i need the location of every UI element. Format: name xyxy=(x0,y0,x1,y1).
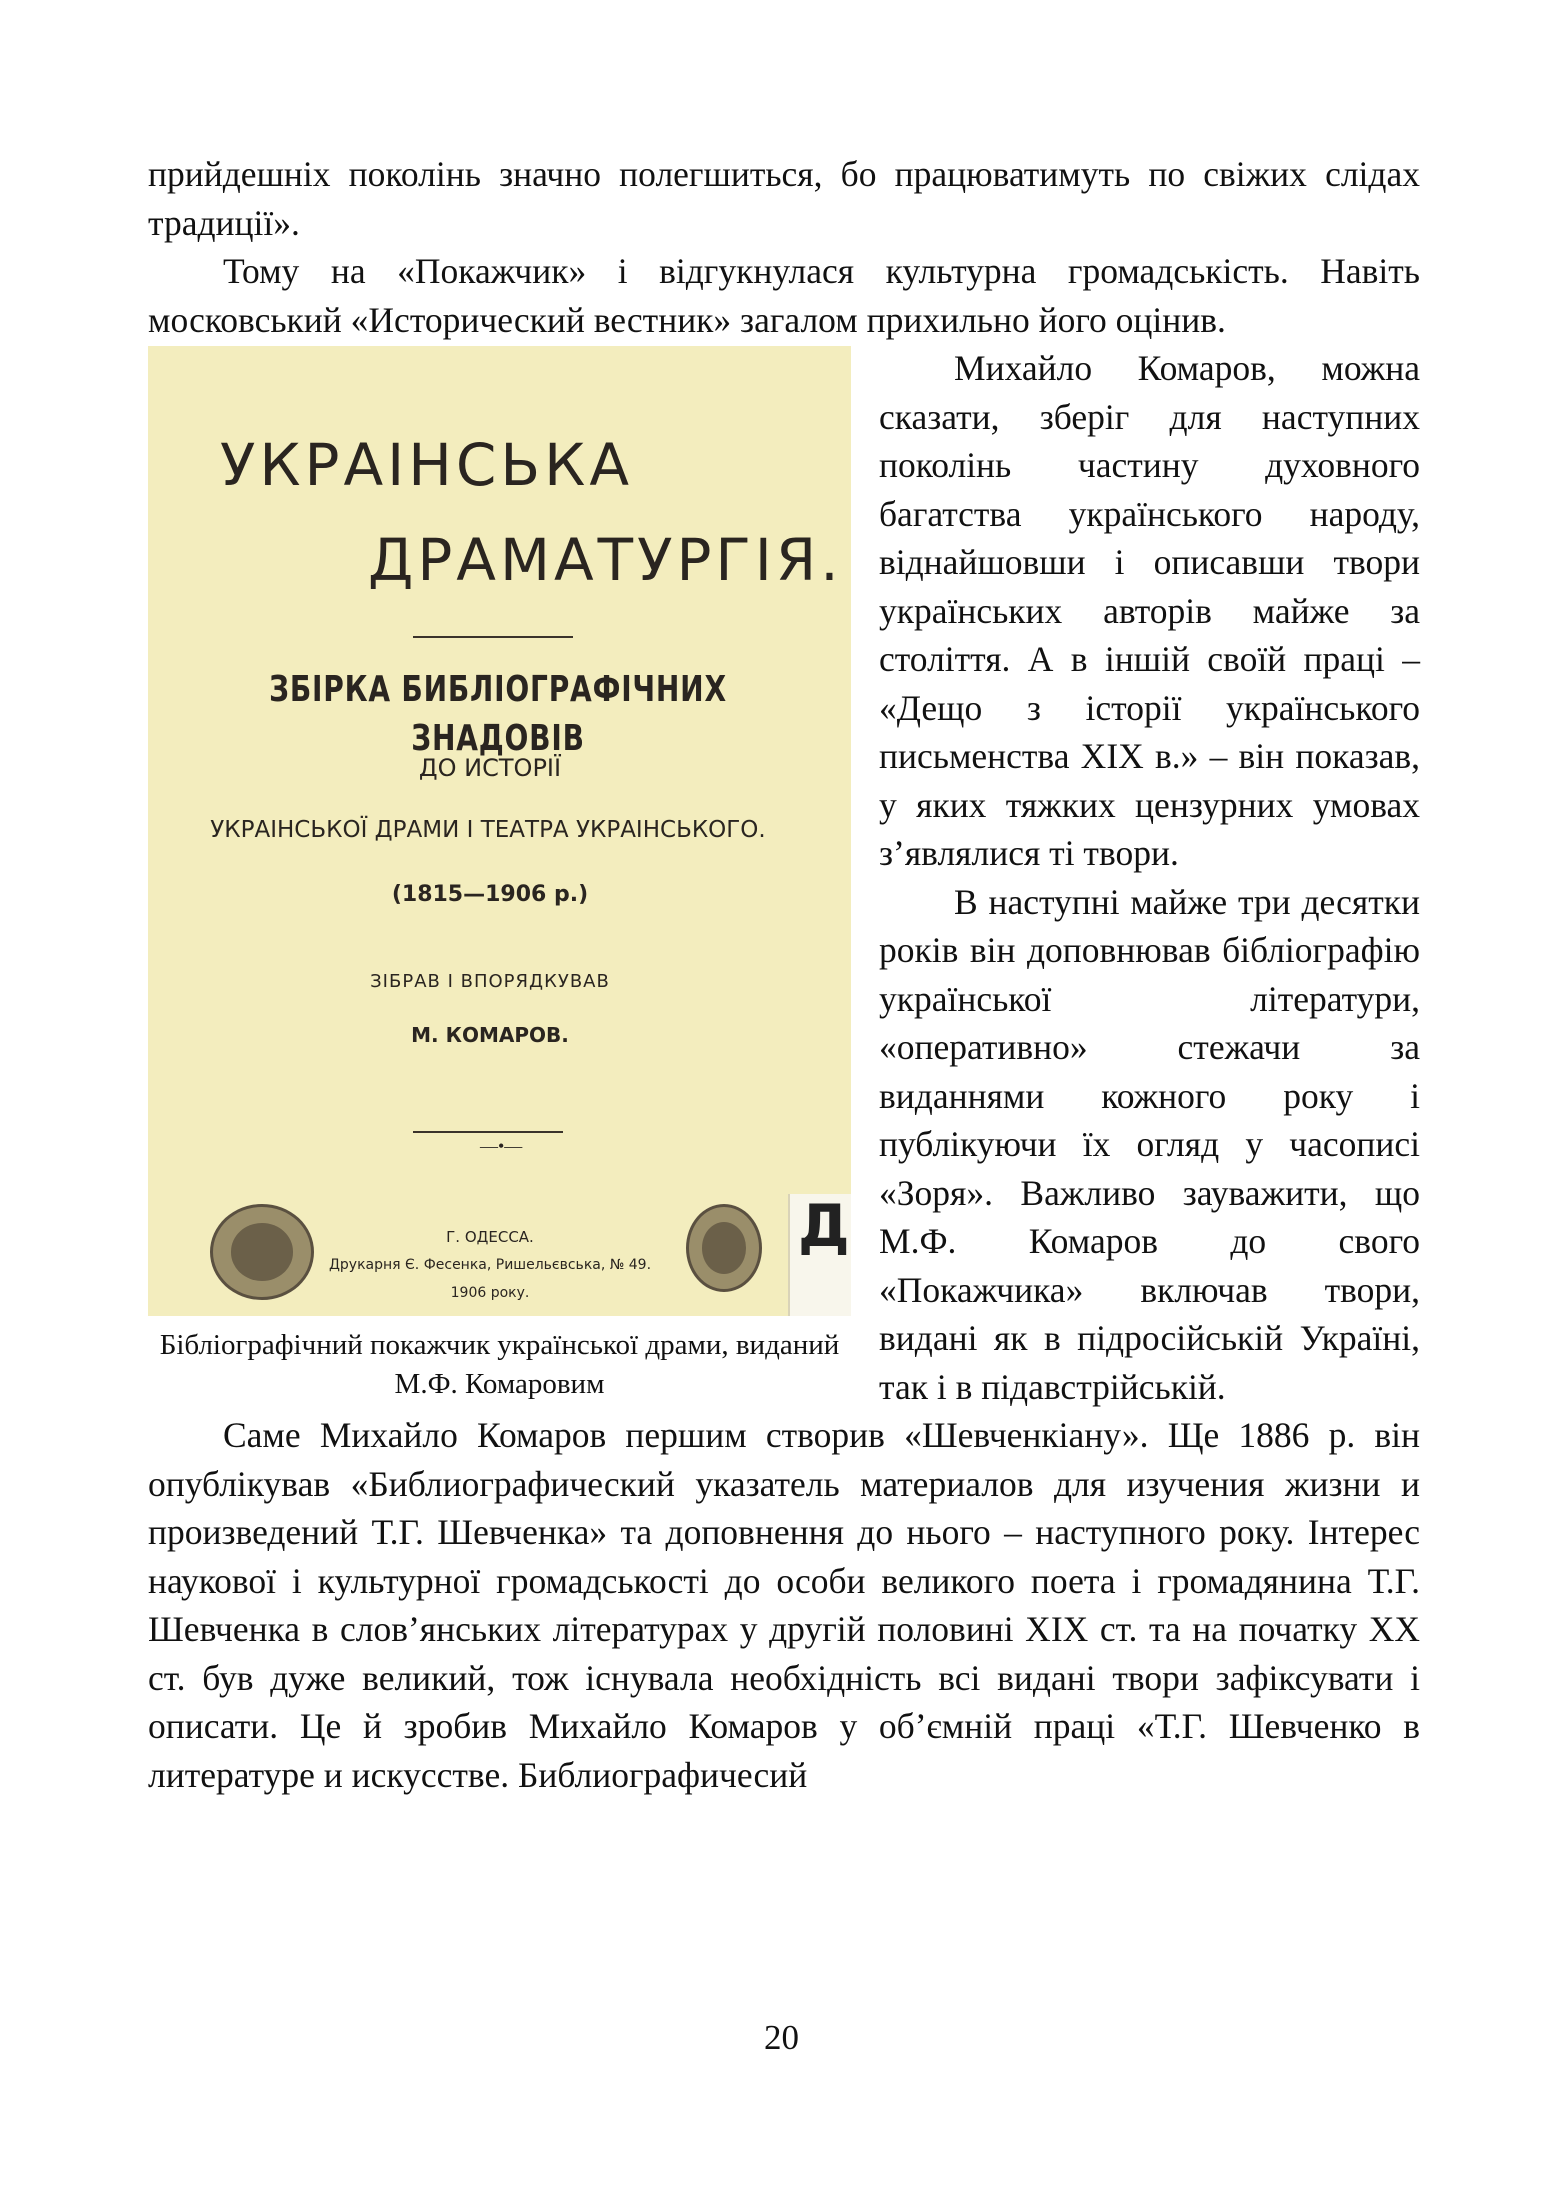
paragraph-3: Михайло Комаров, можна сказати, зберіг для наступних поколінь частину духовного багатства українського народу, віднайшовши і описавши твори українських авторів майже за століття. А в іншій своїй праці – «Дещо з історії українського письменства XIX в.» – він показав, у яких тяжких цензурних умовах з’являлися ті твори. xyxy=(879,348,1420,873)
cover-years: (1815—1906 р.) xyxy=(391,882,589,907)
paragraph-1: прийдешніх поколінь значно полегшиться, бо працюватимуть по свіжих слідах традиції». xyxy=(148,154,1420,243)
book-cover-image xyxy=(148,346,851,1316)
paragraph-2: Тому на «Покажчик» і відгукнулася культурна громадськість. Навіть московський «Исторический вестник» загалом прихильно його оцінив. xyxy=(148,251,1420,340)
overlapping-page xyxy=(788,1194,851,1316)
overlay-letter: Д xyxy=(798,1192,850,1260)
cover-printer: Друкарня Є. Фесенка, Ришельєвська, № 49. xyxy=(328,1257,652,1273)
cover-title-line-2: ДРАМАТУРГІЯ. xyxy=(368,526,843,594)
paragraph-5: Саме Михайло Комаров першим створив «Шевченкіану». Ще 1886 р. він опублікував «Библиографический указатель материалов для изучения жизни и произведений Т.Г. Шевченка» та доповнення до нього – наступного року. Інтерес наукової і культурної громадськості до особи великого поета і громадянина Т.Г. Шевченка в слов’янських літературах у другій половині XIX ст. та на початку XX ст. був дуже великий, тож існувала необхідність всі видані твори зафіксувати і описати. Це й зробив Михайло Комаров у об’ємній праці «Т.Г. Шевченко в литературе и искусстве. Библиографичесий xyxy=(148,1415,1420,1795)
ornament-icon: —•— xyxy=(480,1136,523,1156)
cover-compiled: ЗІБРАВ І ВПОРЯДКУВАВ xyxy=(370,971,610,992)
cover-title-line-1: УКРАІНСЬКА xyxy=(220,431,634,499)
cover-year: 1906 року. xyxy=(450,1285,530,1301)
page-number: 20 xyxy=(764,2018,799,2057)
paragraph-4: В наступні майже три десятки років він доповнював бібліографію української літератури, «оперативно» стежачи за виданнями кожного року і публікуючи їх огляд у часописі «Зоря». Важливо зауважити, що М.Ф. Комаров до свого «Покажчика» включав твори, видані як в підросійській Україні, так і в підавстрійській. xyxy=(879,881,1420,1407)
cover-line-drama: УКРАІНСЬКОЇ ДРАМИ І ТЕАТРА УКРАІНСЬКОГО. xyxy=(210,817,766,843)
cover-subtitle: ЗБІРКА БИБЛІОГРАФІЧНИХ ЗНАДОВІВ xyxy=(269,669,727,759)
cover-line-do: ДО ИСТОРІЇ xyxy=(418,754,562,782)
cover-divider xyxy=(413,636,573,638)
page-body xyxy=(148,150,1420,1799)
figure-caption: Бібліографічний покажчик української драми, виданий М.Ф. Комаровим xyxy=(159,1329,840,1400)
cover-city: Г. ОДЕССА. xyxy=(446,1228,534,1246)
figure xyxy=(148,346,851,1404)
cover-author: М. КОМАРОВ. xyxy=(411,1023,569,1047)
